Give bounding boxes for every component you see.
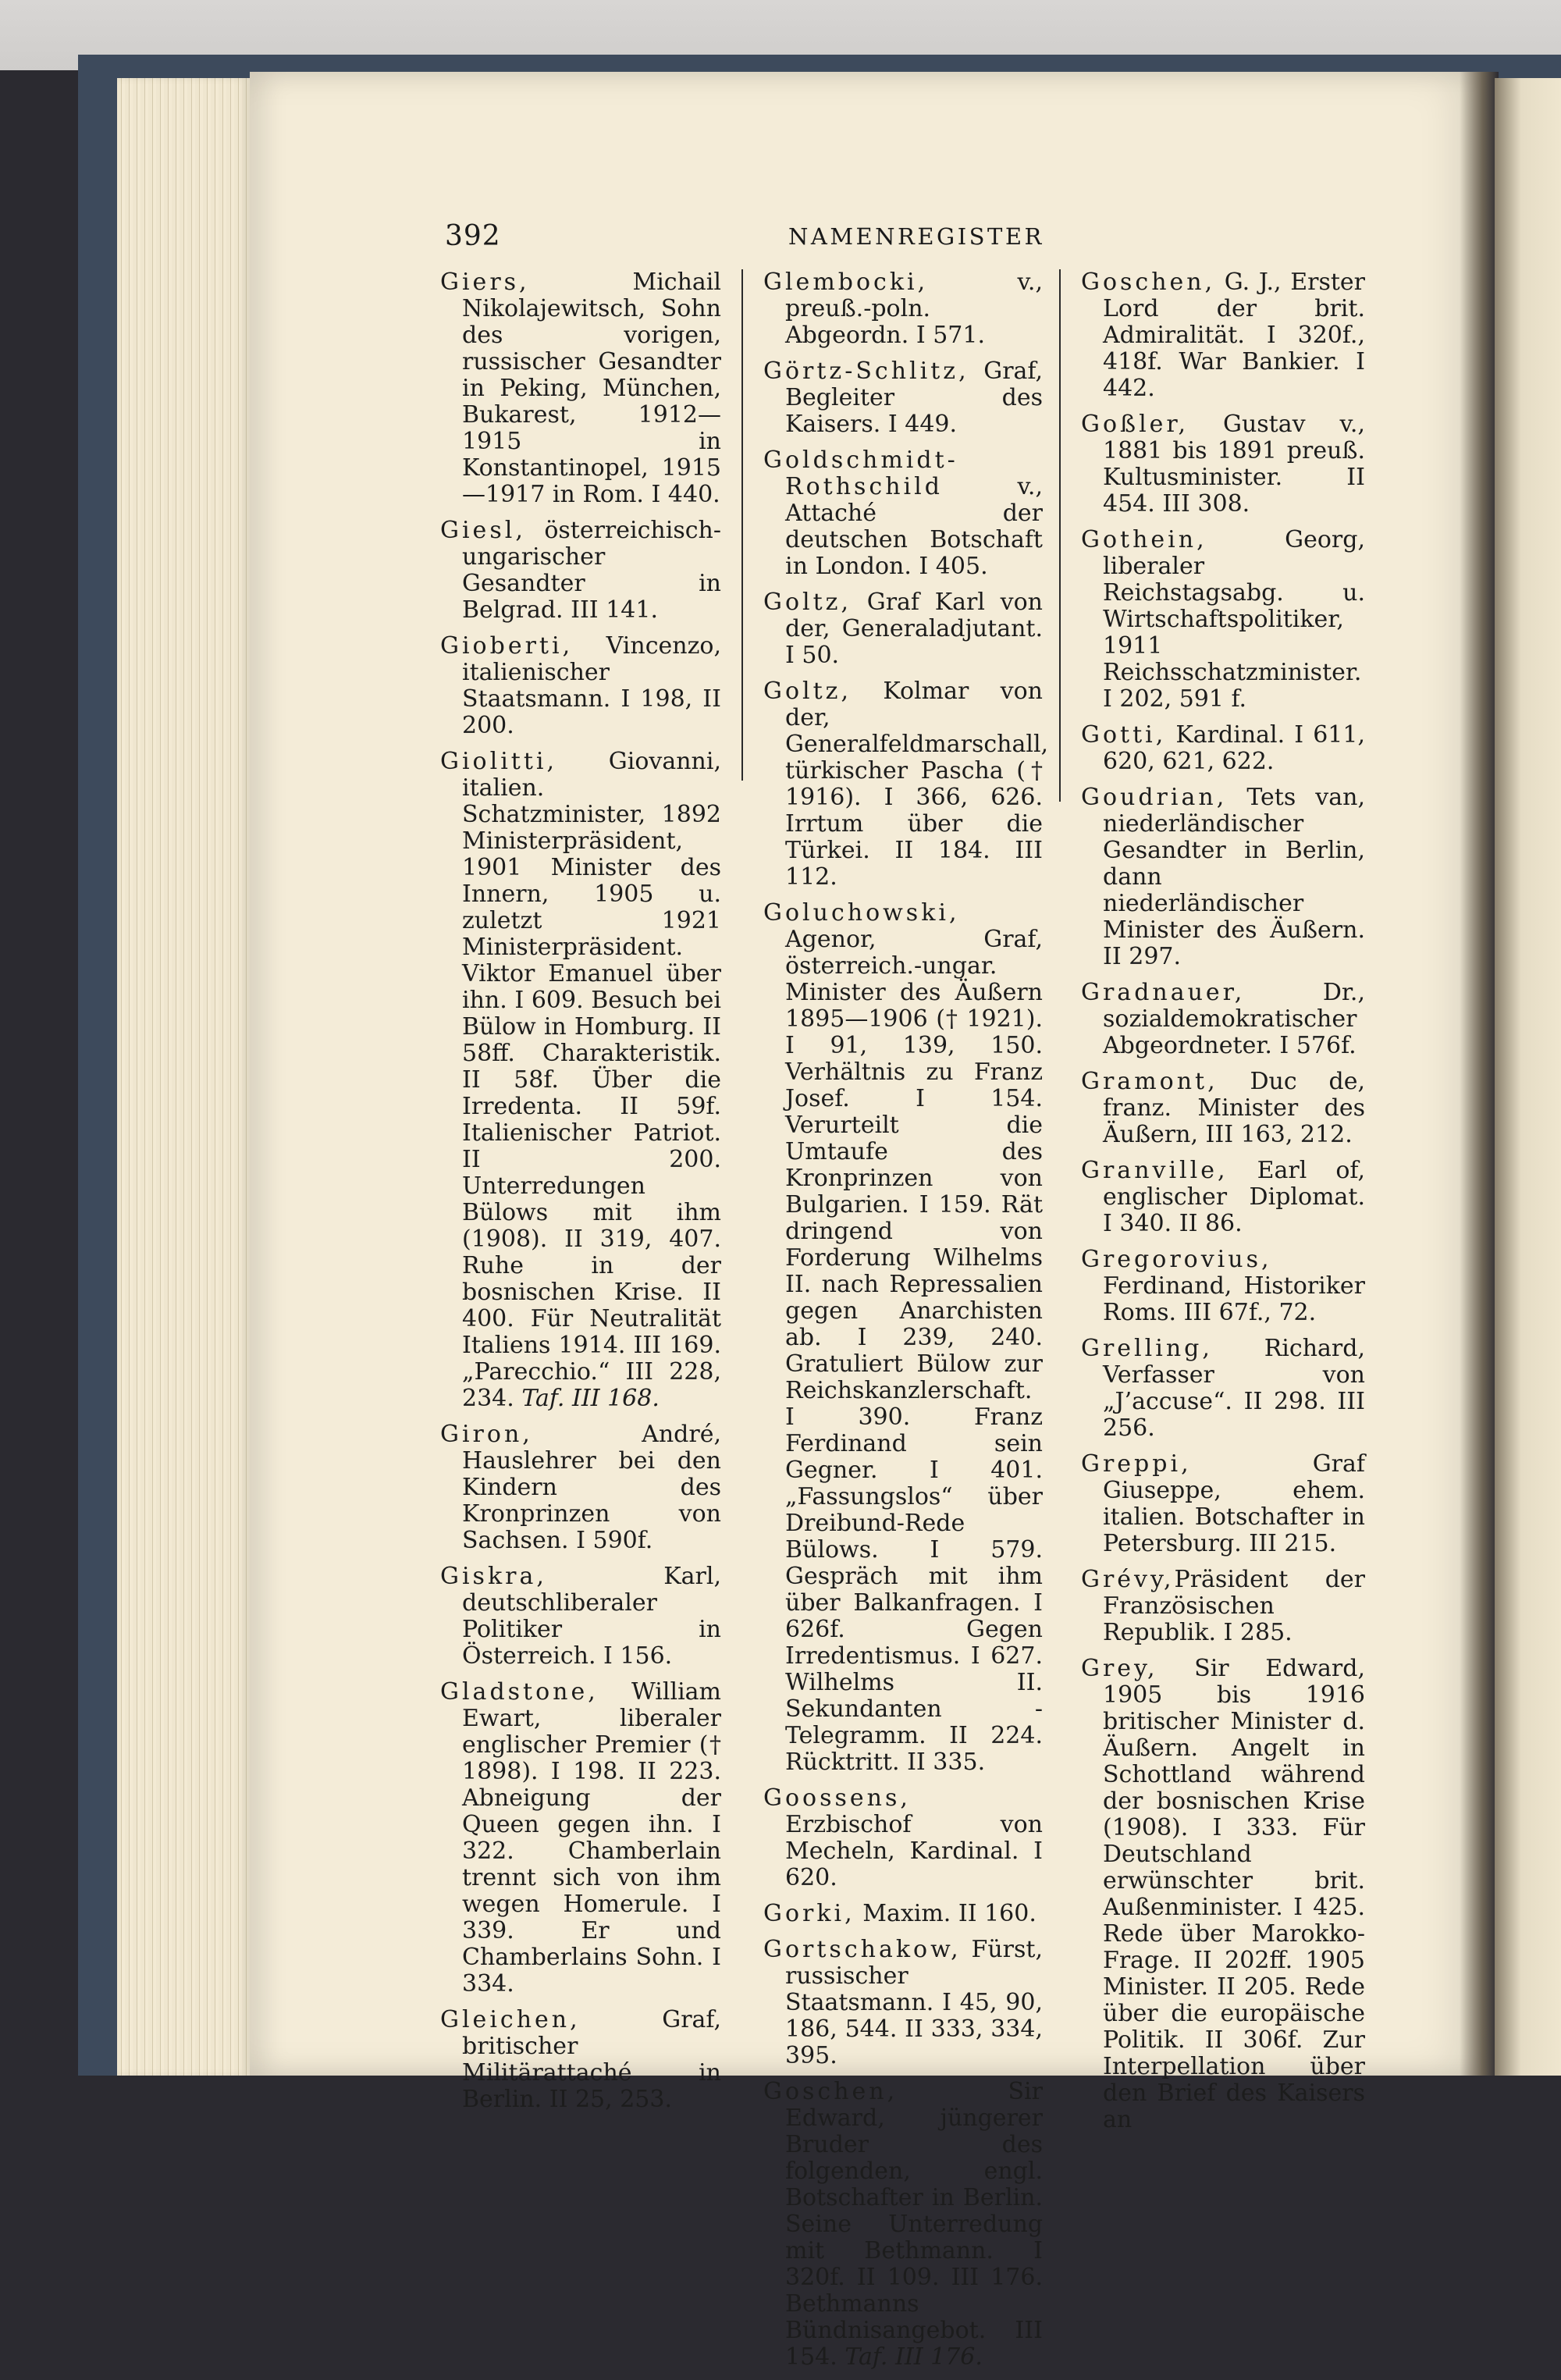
index-entry — [440, 749, 721, 1412]
index-entry — [763, 447, 1043, 580]
entry-headword: Gotti, — [1081, 721, 1167, 749]
index-entry — [440, 1564, 721, 1670]
entry-text: v., preuß.-poln. Abgeordn. I 571. — [785, 269, 1043, 349]
entry-text: Sir Edward, 1905 bis 1916 britischer Minister d. Äußern. Angelt in Schottland während der bosnischen Krise (1908). I 333. Für Deutschland erwünschter brit. Außenminister. I 425. Rede über Marokko-Frage. II 202ff. 1905 Minister. II 205. Rede über die europäische Politik. II 306f. Zur Interpellation über den Brief des Kaisers an — [1103, 1655, 1365, 2133]
entry-text: Sir Edward, jüngerer Bruder des folgenden, engl. Botschafter in Berlin. Seine Unterredung mit Bethmann. I 320f. II 109. III 176. Bethmanns Bündnisangebot. III 154. — [785, 2078, 1043, 2371]
entry-headword: Goldschmidt-Rothschild — [763, 446, 958, 500]
column-rule-2 — [1059, 269, 1061, 802]
index-entry — [763, 1901, 1043, 1927]
entry-text: Kolmar von der, Generalfeldmarschall, türkischer Pascha († 1916). I 366, 626. Irrtum über die Türkei. II 184. III 112. — [785, 678, 1049, 891]
entry-headword: Goluchowski, — [763, 899, 960, 927]
spine-shadow — [1460, 72, 1499, 2076]
index-entry — [763, 358, 1043, 438]
index-entry — [763, 2079, 1043, 2371]
index-entry — [1081, 1247, 1365, 1326]
index-entry — [440, 518, 721, 624]
entry-headword: Goltz, — [763, 589, 852, 616]
index-entry — [763, 678, 1049, 891]
entry-text: Georg, liberaler Reichstagsabg. u. Wirtschaftspolitiker, 1911 Reichsschatzminister. I 202, 591 f. — [1103, 526, 1365, 713]
index-entry — [1081, 411, 1365, 518]
entry-text: Kardinal. I 611, 620, 621, 622. — [1103, 721, 1365, 775]
entry-headword: Gorki, — [763, 1900, 855, 1927]
entry-text: Giovanni, italien. Schatzminister, 1892 Ministerpräsident, 1901 Minister des Innern, 1905 u. zuletzt 1921 Ministerpräsident. Viktor Emanuel über ihn. I 609. Besuch bei Bülow in Homburg. II 58ff. Charakteristik. II 58f. Über die Irredenta. II 59f. Italienischer Patriot. II 200. Unterredungen Bülows mit ihm (1908). II 319, 407. Ruhe in der bosnischen Krise. II 400. Für Neutralität Italiens 1914. III 169. „Parecchio.“ III 228, 234. — [462, 748, 721, 1412]
entry-headword: Goltz, — [763, 678, 852, 705]
entry-text: Graf, britischer Militärattaché in Berlin. II 25, 253. — [462, 2006, 721, 2113]
entry-headword: Grelling, — [1081, 1335, 1213, 1362]
entry-headword: Grey, — [1081, 1655, 1158, 1682]
page-edges — [117, 78, 250, 2076]
entry-headword: Gothein, — [1081, 526, 1207, 553]
entry-headword: Greppi, — [1081, 1450, 1192, 1478]
index-column-1 — [440, 269, 721, 2122]
entry-text: , österreichisch-ungarischer Gesandter in Belgrad. III 141. — [462, 517, 721, 624]
index-entry — [763, 1937, 1043, 2069]
index-entry — [1081, 527, 1365, 713]
entry-headword: Gortschakow, — [763, 1936, 962, 1963]
entry-text: Graf Karl von der, Generaladjutant. I 50. — [785, 589, 1043, 669]
index-entry — [1081, 980, 1365, 1059]
index-entry — [1081, 1656, 1365, 2133]
entry-text: Maxim. II 160. — [855, 1900, 1037, 1927]
index-column-2 — [763, 269, 1049, 2380]
entry-text: G. J., Erster Lord der brit. Admiralität. I 320f., 418f. War Bankier. I 442. — [1103, 269, 1365, 402]
entry-text: Richard, Verfasser von „J’accuse“. II 298. III 256. — [1103, 1335, 1365, 1442]
entry-plate-reference: Taf. III 168. — [514, 1385, 660, 1412]
entry-headword: Giers, — [440, 269, 530, 296]
index-entry — [440, 1679, 721, 1998]
entry-plate-reference: Taf. III 176. — [837, 2343, 983, 2371]
entry-text: Ferdinand, Historiker Roms. III 67f., 72. — [1103, 1272, 1365, 1326]
index-entry — [440, 2007, 721, 2113]
running-head: NAMENREGISTER — [788, 223, 1044, 250]
index-entry — [440, 269, 721, 508]
entry-headword: Gleichen, — [440, 2006, 581, 2033]
index-entry — [1081, 722, 1365, 775]
entry-text: William Ewart, liberaler englischer Premier († 1898). I 198. II 223. Abneigung der Queen gegen ihn. I 322. Chamberlain trennt sich von ihm wegen Homerule. I 339. Er und Chamberlains Sohn. I 334. — [462, 1678, 721, 1998]
index-column-3 — [1081, 269, 1365, 2143]
index-entry — [763, 900, 1043, 1776]
entry-text: Dr., sozialdemokratischer Abgeordneter. I 576f. — [1103, 979, 1365, 1059]
index-entry — [763, 1785, 1043, 1891]
entry-headword: Gramont, — [1081, 1068, 1218, 1095]
entry-headword: Glembocki, — [763, 269, 929, 296]
index-entry — [440, 633, 721, 739]
index-entry — [1081, 269, 1365, 402]
entry-text: Michail Nikolajewitsch, Sohn des vorigen, russischer Gesandter in Peking, München, Bukarest, 1912—1915 in Konstantinopel, 1915—1917 in Rom. I 440. — [462, 269, 721, 508]
entry-headword: Görtz-Schlitz, — [763, 358, 969, 385]
entry-headword: Giesl — [440, 517, 516, 544]
entry-text: Präsident der Französischen Republik. I 285. — [1103, 1566, 1365, 1646]
entry-text: v., Attaché der deutschen Botschaft in London. I 405. — [785, 473, 1043, 580]
entry-headword: Gregorovius, — [1081, 1246, 1272, 1273]
page-number: 392 — [445, 220, 501, 252]
entry-text: Earl of, englischer Diplomat. I 340. II 86. — [1103, 1157, 1365, 1237]
index-entry — [440, 1421, 721, 1554]
index-entry — [1081, 1451, 1365, 1557]
entry-text: Karl, deutschliberaler Politiker in Österreich. I 156. — [462, 1563, 721, 1670]
index-entry — [763, 269, 1043, 349]
entry-headword: Goschen, — [763, 2078, 898, 2105]
entry-text: Gustav v., 1881 bis 1891 preuß. Kultusminister. II 454. III 308. — [1103, 411, 1365, 518]
index-entry — [763, 589, 1043, 669]
entry-headword: Giolitti, — [440, 748, 558, 775]
column-rule-1 — [741, 269, 743, 781]
entry-headword: Goossens, — [763, 1784, 911, 1812]
entry-headword: Giron, — [440, 1421, 533, 1448]
entry-headword: Goschen, — [1081, 269, 1216, 296]
entry-text: Duc de, franz. Minister des Äußern, III 163, 212. — [1103, 1068, 1365, 1148]
entry-headword: Goudrian, — [1081, 784, 1228, 811]
entry-headword: Gradnauer, — [1081, 979, 1246, 1006]
entry-headword: Grévy, — [1081, 1566, 1175, 1593]
entry-headword: Gladstone, — [440, 1678, 599, 1706]
entry-text: Tets van, niederländischer Gesandter in Berlin, dann niederländischer Minister des Äußern. II 297. — [1103, 784, 1365, 970]
index-entry — [1081, 1567, 1365, 1646]
entry-headword: Granville, — [1081, 1157, 1229, 1184]
entry-text: Graf, Begleiter des Kaisers. I 449. — [785, 358, 1043, 438]
index-entry — [1081, 1158, 1365, 1237]
index-entry — [1081, 1069, 1365, 1148]
entry-text: Fürst, russischer Staatsmann. I 45, 90, 186, 544. II 333, 334, 395. — [785, 1936, 1043, 2069]
entry-text: André, Hauslehrer bei den Kindern des Kronprinzen von Sachsen. I 590f. — [462, 1421, 721, 1554]
entry-headword: Giskra, — [440, 1563, 547, 1590]
entry-text: Graf Giuseppe, ehem. italien. Botschafter in Petersburg. III 215. — [1103, 1450, 1365, 1557]
entry-text: Vincenzo, italienischer Staatsmann. I 198, II 200. — [462, 632, 721, 739]
facing-page-edge — [1495, 78, 1561, 2076]
index-entry — [1081, 1336, 1365, 1442]
index-entry — [1081, 784, 1365, 970]
entry-headword: Gioberti, — [440, 632, 574, 660]
entry-headword: Goßler, — [1081, 411, 1189, 438]
entry-text: Agenor, Graf, österreich.-ungar. Minister des Äußern 1895—1906 († 1921). I 91, 139, 150. Verhältnis zu Franz Josef. I 154. Verurteilt die Umtaufe des Kronprinzen von Bulgarien. I 159. Rät dringend von Forderung Wilhelms II. nach Repressalien gegen Anarchisten ab. I 239, 240. Gratuliert Bülow zur Reichskanzlerschaft. I 390. Franz Ferdinand sein Gegner. I 401. „Fassungslos“ über Dreibund-Rede Bülows. I 579. Gespräch mit ihm über Balkanfragen. I 626f. Gegen Irredentismus. I 627. Wilhelms II. Sekundanten - Telegramm. II 224. Rücktritt. II 335. — [785, 926, 1043, 1776]
entry-text: Erzbischof von Mecheln, Kardinal. I 620. — [785, 1811, 1043, 1891]
